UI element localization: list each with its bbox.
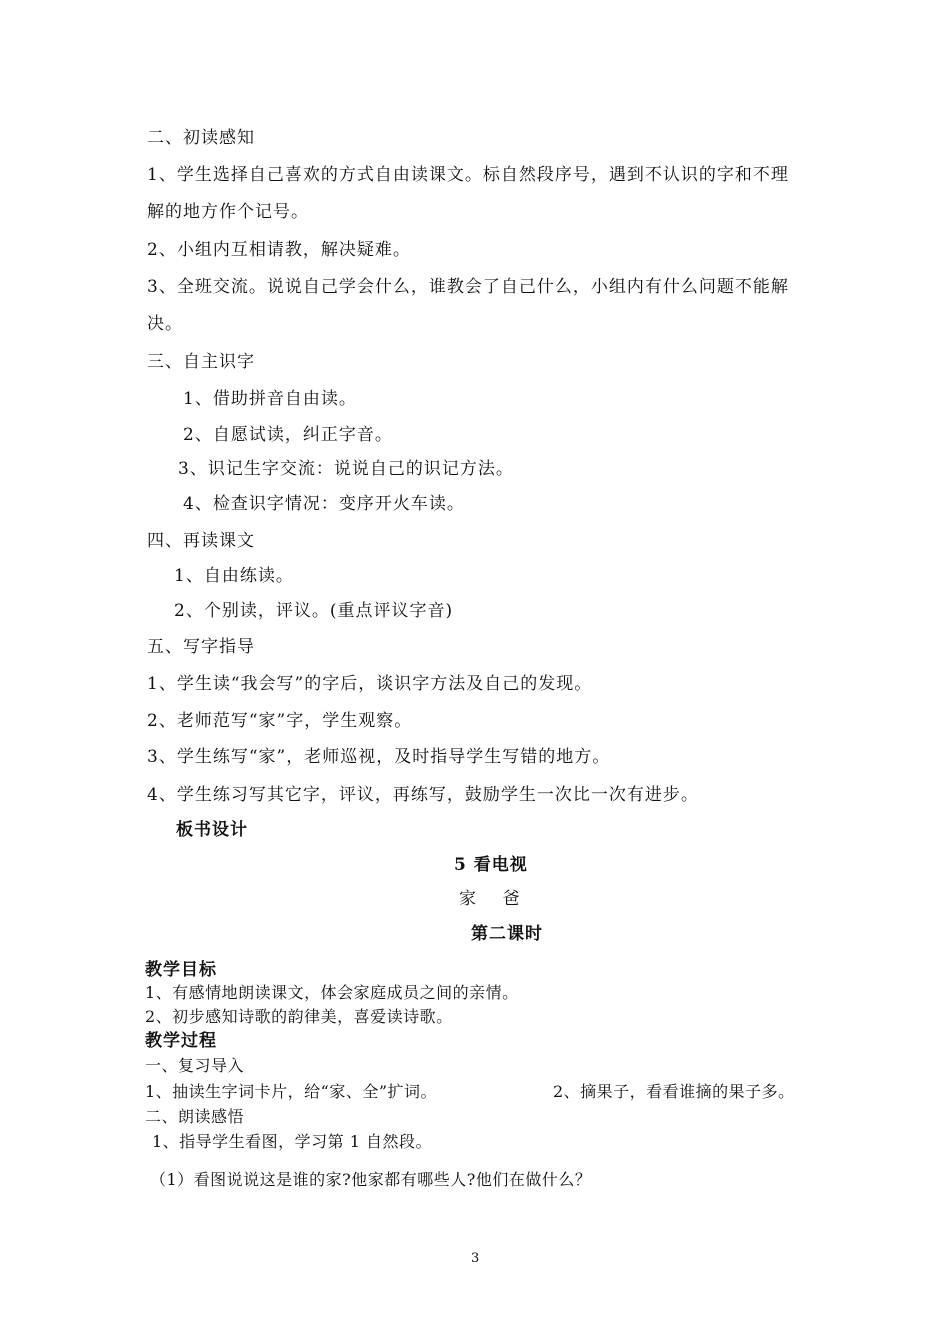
section-2-heading: 二、初读感知 [147, 128, 255, 148]
section-5-item: 2、老师范写“家”字，学生观察。 [147, 711, 413, 731]
section-4-heading: 四、再读课文 [147, 531, 255, 551]
review-item-1: 1、抽读生字词卡片，给“家、全”扩词。 [145, 1082, 438, 1101]
section-2-item-3-line-1: 3、全班交流。说说自己学会什么，谁教会了自己什么，小组内有什么问题不能解 [147, 277, 789, 297]
teaching-goal: 1、有感情地朗读课文，体会家庭成员之间的亲情。 [145, 983, 519, 1002]
section-5-item: 3、学生练写“家”，老师巡视，及时指导学生写错的地方。 [147, 747, 611, 767]
review-item-2: 2、摘果子，看看谁摘的果子多。 [553, 1082, 795, 1101]
teaching-process-heading: 教学过程 [145, 1031, 217, 1051]
review-heading: 一、复习导入 [145, 1056, 245, 1075]
board-design-heading: 板书设计 [176, 820, 248, 840]
section-3-item: 1、借助拼音自由读。 [183, 389, 357, 409]
section-5-heading: 五、写字指导 [147, 637, 255, 657]
section-2-item-3-line-2: 决。 [147, 314, 183, 334]
section-4-item: 1、自由练读。 [174, 566, 294, 586]
section-2-item-1-line-1: 1、学生选择自己喜欢的方式自由读课文。标自然段序号，遇到不认识的字和不理 [147, 165, 789, 185]
lesson-2-title: 第二课时 [471, 924, 543, 944]
page-number: 3 [471, 1251, 480, 1266]
teaching-goals-heading: 教学目标 [145, 960, 217, 980]
board-lesson-title: 5 看电视 [454, 855, 528, 875]
teaching-goal: 2、初步感知诗歌的韵律美，喜爱读诗歌。 [145, 1007, 453, 1026]
read-heading: 二、朗读感悟 [145, 1107, 245, 1126]
section-3-item: 2、自愿试读，纠正字音。 [183, 425, 393, 445]
read-sub-item-1: （1）看图说说这是谁的家?他家都有哪些人?他们在做什么？ [150, 1170, 592, 1189]
section-2-item-1-line-2: 解的地方作个记号。 [147, 202, 309, 222]
read-item-1: 1、指导学生看图，学习第 1 自然段。 [152, 1132, 433, 1151]
section-5-item: 4、学生练习写其它字，评议，再练写，鼓励学生一次比一次有进步。 [147, 785, 699, 805]
section-5-item: 1、学生读“我会写”的字后，谈识字方法及自己的发现。 [147, 674, 593, 694]
section-3-heading: 三、自主识字 [147, 352, 255, 372]
section-3-item: 3、识记生字交流：说说自己的识记方法。 [178, 459, 514, 479]
section-4-item: 2、个别读，评议。(重点评议字音) [174, 601, 454, 621]
section-2-item-2: 2、小组内互相请教，解决疑难。 [147, 240, 411, 260]
section-3-item: 4、检查识字情况：变序开火车读。 [183, 494, 465, 514]
board-characters: 家 爸 [459, 889, 521, 909]
